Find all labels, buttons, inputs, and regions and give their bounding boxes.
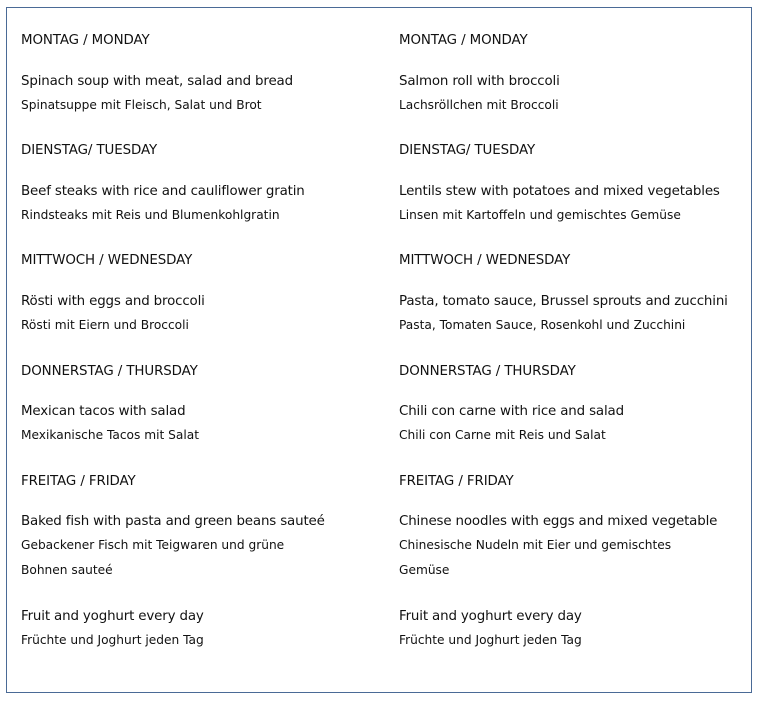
dish-en-wednesday: Rösti with eggs and broccoli bbox=[21, 294, 205, 309]
dish-en-tuesday: Lentils stew with potatoes and mixed vegetables bbox=[399, 184, 720, 199]
everyday-en: Fruit and yoghurt every day bbox=[21, 609, 204, 624]
dish-de-tuesday: Linsen mit Kartoffeln und gemischtes Gemüse bbox=[399, 208, 681, 222]
dish-en-monday: Salmon roll with broccoli bbox=[399, 74, 560, 89]
dish-en-friday: Chinese noodles with eggs and mixed vegetable bbox=[399, 514, 718, 529]
dish-de-friday-line1: Chinesische Nudeln mit Eier und gemischtes bbox=[399, 538, 672, 552]
dish-en-tuesday: Beef steaks with rice and cauliflower gratin bbox=[21, 184, 305, 199]
dish-de-thursday: Chili con Carne mit Reis und Salat bbox=[399, 428, 606, 442]
day-heading-wednesday: MITTWOCH / WEDNESDAY bbox=[21, 253, 193, 268]
dish-de-monday: Lachsröllchen mit Broccoli bbox=[399, 98, 559, 112]
dish-en-wednesday: Pasta, tomato sauce, Brussel sprouts and zucchini bbox=[399, 294, 728, 309]
dish-en-thursday: Mexican tacos with salad bbox=[21, 404, 186, 419]
dish-de-friday-line2: Bohnen sauteé bbox=[21, 563, 113, 577]
day-heading-monday: MONTAG / MONDAY bbox=[21, 33, 150, 48]
day-heading-wednesday: MITTWOCH / WEDNESDAY bbox=[399, 253, 571, 268]
day-heading-friday: FREITAG / FRIDAY bbox=[21, 474, 136, 489]
dish-en-friday: Baked fish with pasta and green beans sauteé bbox=[21, 514, 325, 529]
everyday-en: Fruit and yoghurt every day bbox=[399, 609, 582, 624]
dish-de-tuesday: Rindsteaks mit Reis und Blumenkohlgratin bbox=[21, 208, 280, 222]
everyday-de: Früchte und Joghurt jeden Tag bbox=[399, 633, 582, 647]
dish-de-friday-line2: Gemüse bbox=[399, 563, 450, 577]
dish-de-thursday: Mexikanische Tacos mit Salat bbox=[21, 428, 199, 442]
day-heading-friday: FREITAG / FRIDAY bbox=[399, 474, 514, 489]
dish-de-monday: Spinatsuppe mit Fleisch, Salat und Brot bbox=[21, 98, 262, 112]
everyday-de: Früchte und Joghurt jeden Tag bbox=[21, 633, 204, 647]
day-heading-tuesday: DIENSTAG/ TUESDAY bbox=[21, 143, 158, 158]
dish-en-thursday: Chili con carne with rice and salad bbox=[399, 404, 624, 419]
dish-de-friday-line1: Gebackener Fisch mit Teigwaren und grüne bbox=[21, 538, 285, 552]
dish-de-wednesday: Rösti mit Eiern und Broccoli bbox=[21, 318, 189, 332]
day-heading-thursday: DONNERSTAG / THURSDAY bbox=[21, 364, 198, 379]
day-heading-tuesday: DIENSTAG/ TUESDAY bbox=[399, 143, 536, 158]
day-heading-thursday: DONNERSTAG / THURSDAY bbox=[399, 364, 576, 379]
dish-de-wednesday: Pasta, Tomaten Sauce, Rosenkohl und Zucchini bbox=[399, 318, 686, 332]
day-heading-monday: MONTAG / MONDAY bbox=[399, 33, 528, 48]
dish-en-monday: Spinach soup with meat, salad and bread bbox=[21, 74, 293, 89]
